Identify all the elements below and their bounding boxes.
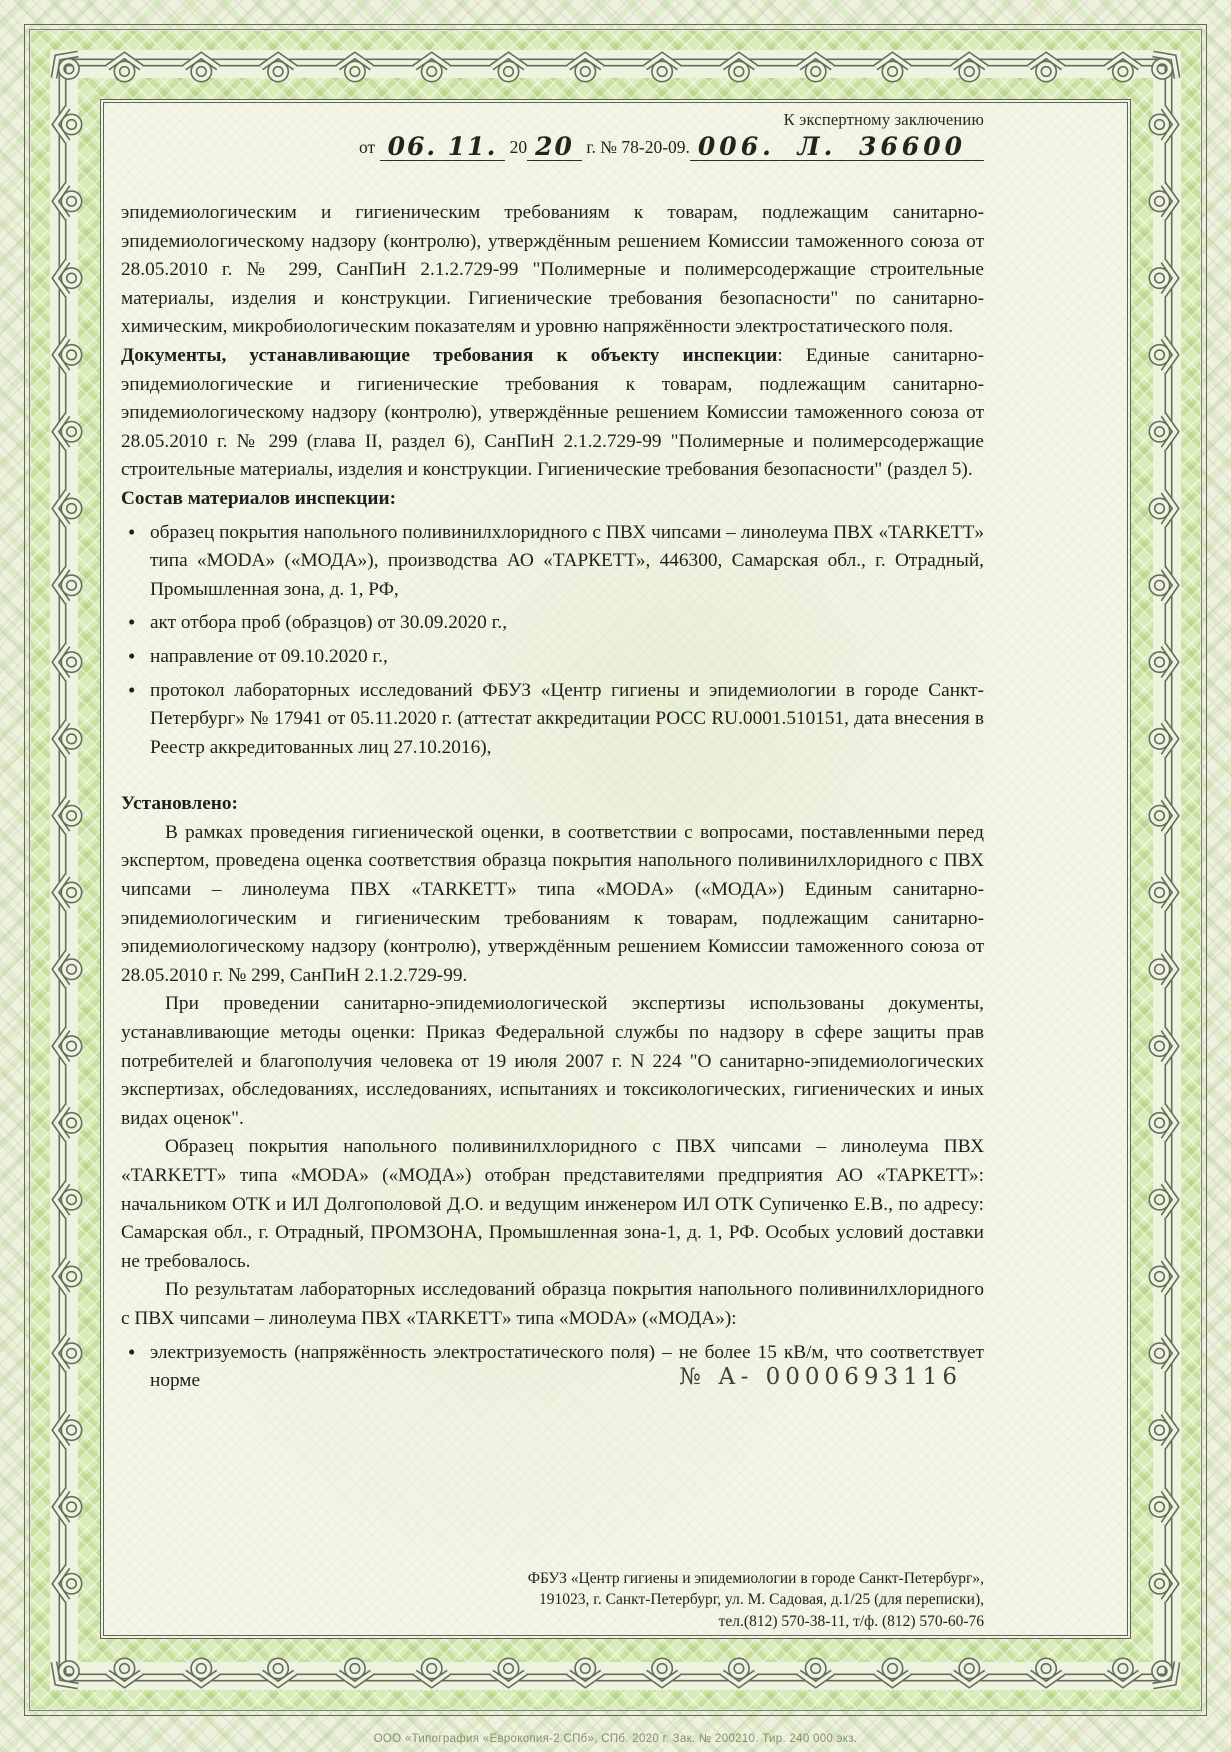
issuer-contact-block	[528, 1568, 984, 1633]
list-item: • протокол лабораторных исследований ФБУЗ «Центр гигиены и эпидемиологии в городе Санкт-Петербург» № 17941 от 05.11.2020 г. (аттестат аккредитации РОСС RU.0001.510151, дата внесения в Реестр аккредитованных лиц 27.10.2016),	[121, 677, 984, 763]
handwritten-number: 006. Л. 36600	[690, 134, 984, 161]
list-item: • образец покрытия напольного поливинилхлоридного с ПВХ чипсами – линолеума ПВХ «TARKETT» типа «MODA» («МОДА»), производства АО «ТАРКЕТТ», 446300, Самарская обл., г. Отрадный, Промышленная зона, д. 1, РФ,	[121, 519, 984, 605]
list-item: • направление от 09.10.2020 г.,	[121, 643, 984, 672]
documents-lead: Документы, устанавливающие требования к объекту инспекции	[121, 344, 778, 366]
number-printed: № 78-20-09.	[600, 137, 690, 157]
document-number-line	[121, 134, 984, 161]
year-suffix: г.	[586, 137, 596, 157]
document-body	[121, 199, 984, 1393]
handwritten-year: 20	[527, 134, 582, 161]
form-serial-number: № А- 0000693116	[679, 1363, 962, 1390]
paragraph-methods: При проведении санитарно-эпидемиологической экспертизы использованы документы, устанавливающие методы оценки: Приказ Федеральной службы по надзору в сфере защиты прав потребителей и благополучия человека от 19 июля 2007 г. N 224 "О санитарно-эпидемиологических экспертизах, обследованиях, исследованиях, испытаниях и токсикологических, гигиенических и иных видах оценок".	[121, 993, 984, 1129]
handwritten-date: 06. 11.	[380, 134, 506, 161]
issuer-address: 191023, г. Санкт-Петербург, ул. М. Садовая, д.1/25 (для переписки),	[539, 1591, 984, 1608]
paragraph-results-intro: По результатам лабораторных исследований образца покрытия напольного поливинилхлоридного с ПВХ чипсами – линолеума ПВХ «TARKETT» типа «MODA» («МОДА»):	[121, 1279, 984, 1329]
list-item: • акт отбора проб (образцов) от 30.09.2020 г.,	[121, 609, 984, 638]
established-heading: Установлено:	[121, 793, 238, 815]
issuer-phones: тел.(812) 570-38-11, т/ф. (812) 570-60-76	[718, 1612, 984, 1630]
document-sheet	[100, 99, 1131, 1639]
materials-list	[121, 519, 984, 763]
paragraph-documents: Документы, устанавливающие требования к объекту инспекции: Единые санитарно-эпидемиологические и гигиенические требования к товарам, подлежащим санитарно-эпидемиологическому надзору (контролю), утверждённые решением Комиссии таможенного союза от 28.05.2010 г. № 299 (глава II, раздел 6), СанПиН 2.1.2.729-99 "Полимерные и полимерсодержащие строительные материалы, изделия и конструкции. Гигиенические требования безопасности" (раздел 5).	[121, 344, 984, 481]
materials-heading: Состав материалов инспекции:	[121, 487, 397, 509]
date-prefix: от	[359, 137, 376, 157]
year-printed: 20	[509, 137, 528, 157]
paragraph-requirements: эпидемиологическим и гигиеническим требованиям к товарам, подлежащим санитарно-эпидемиологическому надзору (контролю), утверждённым решением Комиссии таможенного союза от 28.05.2010 г. № 299, СанПиН 2.1.2.729-99 "Полимерные и полимерсодержащие строительные материалы, изделия и конструкции. Гигиенические требования безопасности" по санитарно-химическим, микробиологическим показателям и уровню напряжённости электростатического поля.	[121, 202, 984, 338]
issuer-name: ФБУЗ «Центр гигиены и эпидемиологии в городе Санкт-Петербург»,	[527, 1569, 984, 1587]
results-list	[121, 1339, 984, 1396]
header-note: К экспертному заключению	[783, 110, 984, 129]
paragraph-sampling: Образец покрытия напольного поливинилхлоридного с ПВХ чипсами – линолеума ПВХ «TARKETT» типа «MODA» («МОДА») отобран представителями предприятия АО «ТАРКЕТТ»: начальником ОТК и ИЛ Долгополовой Д.О. и ведущим инженером ИЛ ОТК Супиченко Е.В., по адресу: Самарская обл., г. Отрадный, ПРОМЗОНА, Промышленная зона-1, д. 1, РФ. Особых условий доставки не требовалось.	[121, 1136, 984, 1272]
paragraph-assessment: В рамках проведения гигиенической оценки, в соответствии с вопросами, поставленными перед экспертом, проведена оценка соответствия образца покрытия напольного поливинилхлоридного с ПВХ чипсами – линолеума ПВХ «TARKETT» типа «MODA» («МОДА») Единым санитарно-эпидемиологическим и гигиеническим требованиям к товарам, подлежащим санитарно-эпидемиологическому надзору (контролю), утверждённым решением Комиссии таможенного союза от 28.05.2010 г. № 299, СанПиН 2.1.2.729-99.	[121, 821, 984, 986]
printing-house-imprint: ООО «Типография «Еврокопия-2 СПб», СПб. 2020 г. Зак. № 200210. Тир. 240 000 экз.	[373, 1733, 858, 1745]
list-item: • электризуемость (напряжённость электростатического поля) – не более 15 кВ/м, что соответствует норме	[121, 1339, 984, 1396]
